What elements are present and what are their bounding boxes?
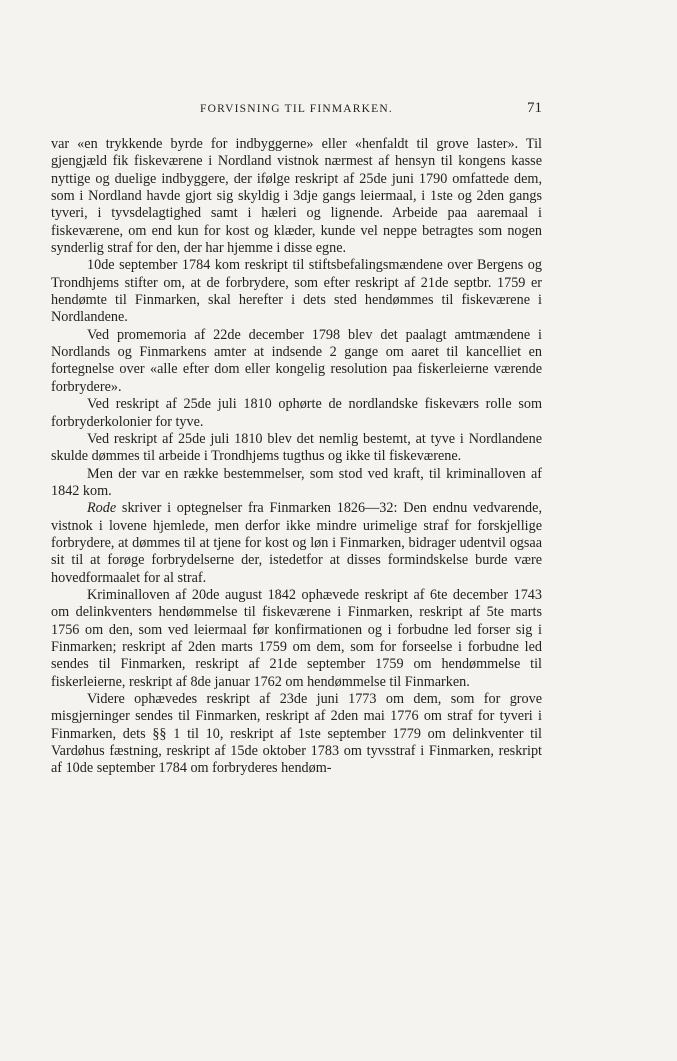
paragraph: Men der var en række bestemmelser, som stod ved kraft, til kriminalloven af 1842 kom. xyxy=(51,465,542,499)
paragraph: Ved promemoria af 22de december 1798 blev det paalagt amtmændene i Nordlands og Finmarkens amter at indsende 2 gange om aaret til kancelliet en fortegnelse over «alle efter dom eller kongelig resolution paa fiskerleierne værende forbrydere». xyxy=(51,326,542,395)
page-number: 71 xyxy=(527,100,542,116)
paragraph: Ved reskript af 25de juli 1810 blev det nemlig bestemt, at tyve i Nordlandene skulde dømmes til arbeide i Trondhjems tugthus og ikke til fiskeværene. xyxy=(51,430,542,465)
paragraph: Videre ophævedes reskript af 23de juni 1773 om dem, som for grove misgjerninger sendes til Finmarken, reskript af 2den mai 1776 om straf for tyveri i Finmarken, dets §§ 1 til 10, reskript af 1ste september 1779 om delinkventer til Vardøhus fæstning, reskript af 15de oktober 1783 om tyvsstraf i Finmarken, reskript af 10de september 1784 om forbryderes hendøm- xyxy=(51,691,542,777)
paragraph: Ved reskript af 25de juli 1810 ophørte de nordlandske fiskeværs rolle som forbryderkolonier for tyve. xyxy=(51,396,542,430)
paragraph: var «en trykkende byrde for indbyggerne» eller «henfaldt til grove laster». Til gjengjæld fik fiskeværene i Nordland vistnok nærmest af hensyn til kongens kasse nyttige og duelige indbyggere, der ifølge reskript af 25de juni 1790 omfattede dem, som i Nordland havde gjort sig skyldig i 3dje gangs leiermaal, i 1ste og 2den gangs tyveri, i tyvsdelagtighed samt i hæleri og lignende. Arbeide paa aaremaal i fiskeværene, om end kun for kost og klæder, kunde vel neppe betragtes som nogen synderlig straf for den, der har hjemme i disse egne. xyxy=(51,136,542,257)
book-page xyxy=(51,100,542,778)
paragraph xyxy=(51,500,542,587)
author-name: Rode xyxy=(87,500,117,517)
paragraph-text: skriver i optegnelser fra Finmarken 1826—32: Den endnu vedvarende, vistnok i lovene hjemlede, men derfor ikke mindre urimelige straf for forskjellige forbrydere, at dømmes til at tjene for kost og løn i Finmarken, bidrager udentvil ogsaa sit til at forøge forbrydelserne der, istedetfor at disses formindskelse burde være hovedformaalet for al straf. xyxy=(51,500,542,586)
running-head: FORVISNING TIL FINMARKEN. xyxy=(200,103,393,115)
paragraph: 10de september 1784 kom reskript til stiftsbefalingsmændene over Bergens og Trondhjems stifter om, at de forbrydere, som efter reskript af 21de septbr. 1759 er hendømte til Finmarken, skal herefter i dets sted hendømmes til fiskeværene i Nordlandene. xyxy=(51,257,542,326)
paragraph: Kriminalloven af 20de august 1842 ophævede reskript af 6te december 1743 om delinkventers hendømmelse til fiskeværene i Finmarken, reskript af 5te marts 1756 om den, som ved leiermaal før konfirmationen og i forbudne led forser sig i Finmarken; reskript af 2den marts 1759 om dem, som for forseelse i forbudne led sendes til Finmarken, reskript af 21de september 1759 om hendømmelse til fiskerleierne, reskript af 8de januar 1762 om hendømmelse til Finmarken. xyxy=(51,586,542,690)
page-header xyxy=(51,100,542,125)
body-text xyxy=(51,136,542,778)
